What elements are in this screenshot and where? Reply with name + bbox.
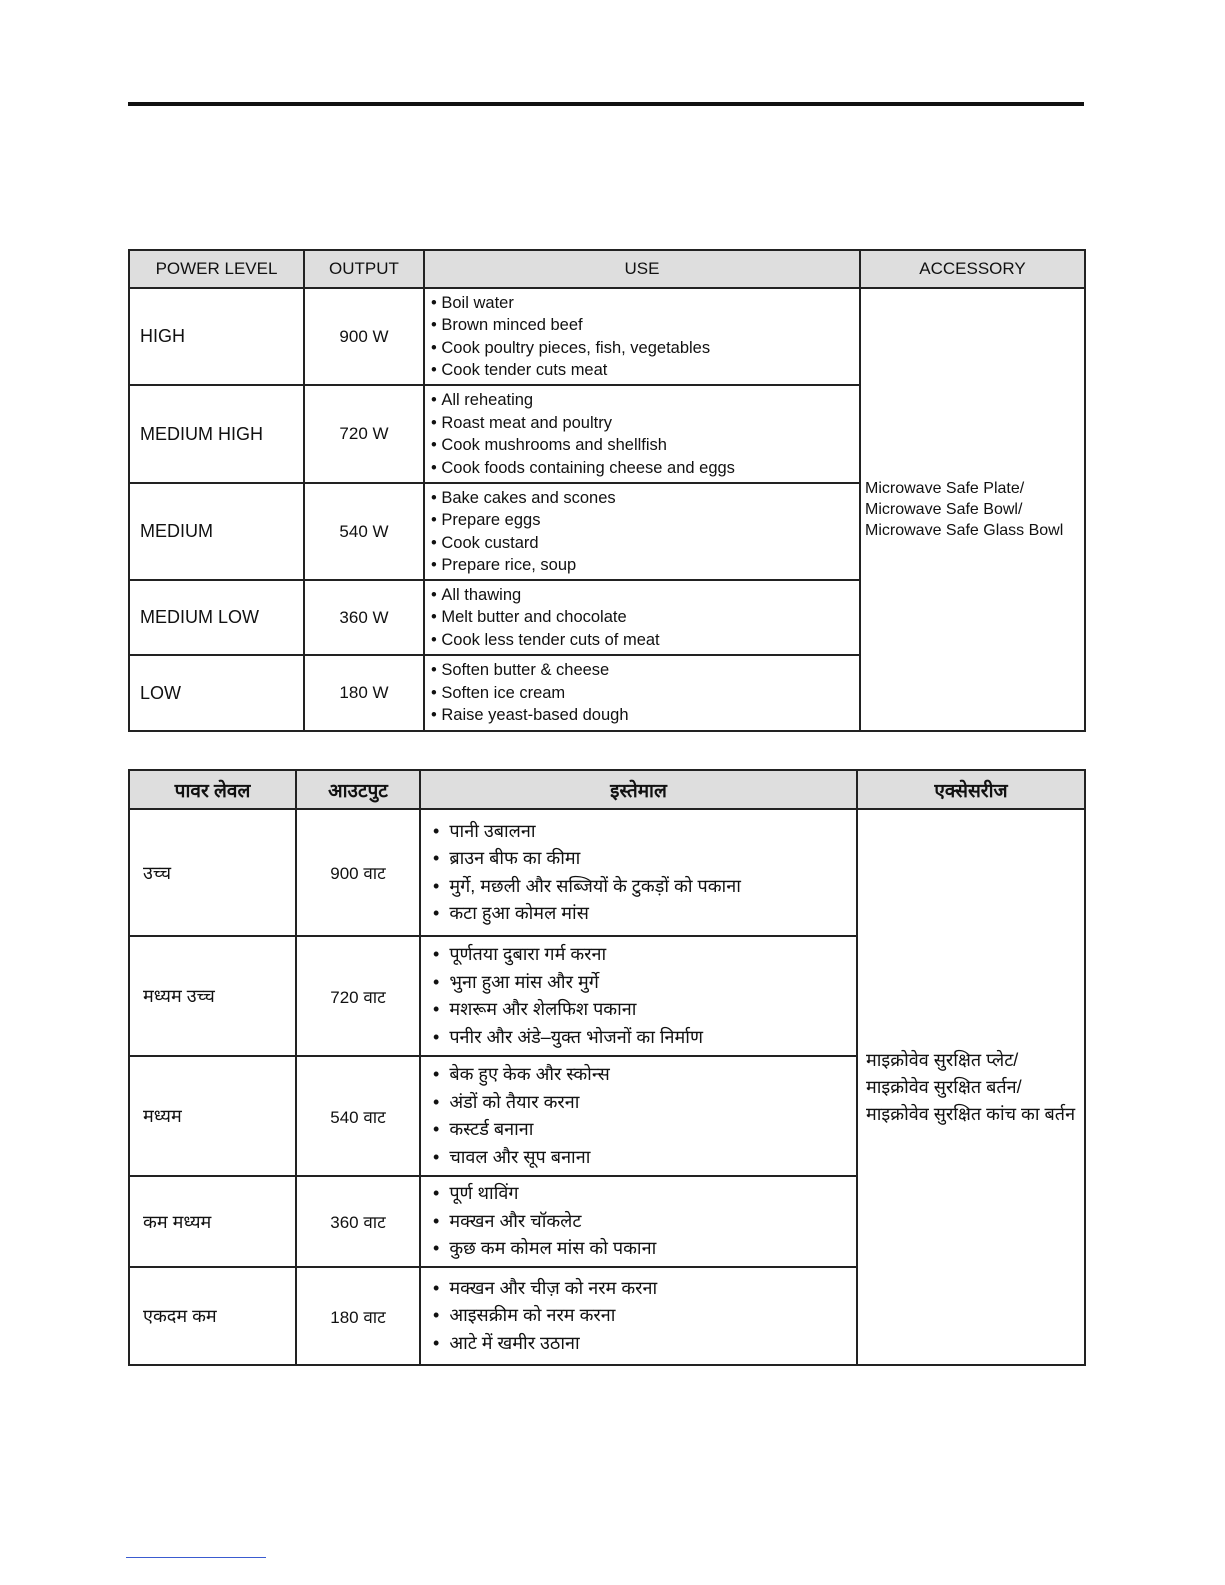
table-header-row	[129, 250, 1085, 288]
output-cell: 360 वाट	[296, 1176, 420, 1267]
use-item: • Melt butter and chocolate	[431, 606, 859, 629]
use-item: • Cook foods containing cheese and eggs	[431, 457, 859, 480]
bottom-link-underline	[126, 1557, 266, 1558]
power-level-cell: मध्यम उच्च	[129, 936, 296, 1056]
use-item: • Bake cakes and scones	[431, 487, 859, 510]
accessory-cell: माइक्रोवेव सुरक्षित प्लेट/ माइक्रोवेव सुरक्षित बर्तन/ माइक्रोवेव सुरक्षित कांच का बर्तन	[857, 809, 1085, 1365]
output-cell: 180 W	[304, 655, 424, 731]
use-item: • पूर्णतया दुबारा गर्म करना	[433, 941, 856, 969]
use-cell	[424, 655, 860, 731]
header-output: आउटपुट	[296, 770, 420, 809]
use-cell	[420, 1176, 857, 1267]
output-cell: 540 वाट	[296, 1056, 420, 1176]
power-level-cell: कम मध्यम	[129, 1176, 296, 1267]
use-cell	[420, 936, 857, 1056]
power-level-cell: MEDIUM LOW	[129, 580, 304, 655]
use-item: • पूर्ण थाविंग	[433, 1180, 856, 1208]
use-item: • All thawing	[431, 584, 859, 607]
header-output: OUTPUT	[304, 250, 424, 288]
use-item: • मक्खन और चीज़ को नरम करना	[433, 1275, 856, 1303]
use-cell	[420, 809, 857, 936]
use-item: • All reheating	[431, 389, 859, 412]
power-level-table-english	[128, 249, 1086, 732]
header-power-level: POWER LEVEL	[129, 250, 304, 288]
table-header-row	[129, 770, 1085, 809]
use-item: • Brown minced beef	[431, 314, 859, 337]
table-row	[129, 288, 1085, 385]
use-cell	[424, 483, 860, 580]
use-cell	[424, 580, 860, 655]
output-cell: 360 W	[304, 580, 424, 655]
use-cell	[424, 385, 860, 483]
use-item: • मशरूम और शेलफिश पकाना	[433, 996, 856, 1024]
use-cell	[424, 288, 860, 385]
use-item: • Cook custard	[431, 532, 859, 555]
use-cell	[420, 1267, 857, 1365]
use-item: • Cook mushrooms and shellfish	[431, 434, 859, 457]
use-cell	[420, 1056, 857, 1176]
power-level-cell: मध्यम	[129, 1056, 296, 1176]
output-cell: 720 W	[304, 385, 424, 483]
top-divider	[128, 102, 1084, 106]
output-cell: 900 W	[304, 288, 424, 385]
use-item: • कटा हुआ कोमल मांस	[433, 900, 856, 928]
use-item: • ब्राउन बीफ का कीमा	[433, 845, 856, 873]
use-item: • कुछ कम कोमल मांस को पकाना	[433, 1235, 856, 1263]
power-level-table-hindi	[128, 769, 1086, 1366]
use-item: • भुना हुआ मांस और मुर्गे	[433, 969, 856, 997]
use-item: • आटे में खमीर उठाना	[433, 1330, 856, 1358]
table-row	[129, 809, 1085, 936]
header-use: USE	[424, 250, 860, 288]
power-level-cell: एकदम कम	[129, 1267, 296, 1365]
output-cell: 180 वाट	[296, 1267, 420, 1365]
use-item: • आइसक्रीम को नरम करना	[433, 1302, 856, 1330]
header-power-level: पावर लेवल	[129, 770, 296, 809]
use-item: • Prepare rice, soup	[431, 554, 859, 577]
use-item: • Soften butter & cheese	[431, 659, 859, 682]
use-item: • Roast meat and poultry	[431, 412, 859, 435]
power-level-cell: उच्च	[129, 809, 296, 936]
use-item: • Cook poultry pieces, fish, vegetables	[431, 337, 859, 360]
use-item: • पानी उबालना	[433, 818, 856, 846]
use-item: • मक्खन और चॉकलेट	[433, 1208, 856, 1236]
use-item: • चावल और सूप बनाना	[433, 1144, 856, 1172]
use-item: • अंडों को तैयार करना	[433, 1089, 856, 1117]
use-item: • मुर्गे, मछली और सब्जियों के टुकड़ों को पकाना	[433, 873, 856, 901]
use-item: • Boil water	[431, 292, 859, 315]
power-level-cell: LOW	[129, 655, 304, 731]
header-use: इस्तेमाल	[420, 770, 857, 809]
use-item: • Raise yeast-based dough	[431, 704, 859, 727]
use-item: • Cook less tender cuts of meat	[431, 629, 859, 652]
output-cell: 900 वाट	[296, 809, 420, 936]
use-item: • पनीर और अंडे–युक्त भोजनों का निर्माण	[433, 1024, 856, 1052]
use-item: • कस्टर्ड बनाना	[433, 1116, 856, 1144]
power-level-cell: MEDIUM	[129, 483, 304, 580]
header-accessory: एक्सेसरीज	[857, 770, 1085, 809]
header-accessory: ACCESSORY	[860, 250, 1085, 288]
use-item: • Soften ice cream	[431, 682, 859, 705]
power-level-cell: HIGH	[129, 288, 304, 385]
use-item: • Prepare eggs	[431, 509, 859, 532]
accessory-cell: Microwave Safe Plate/ Microwave Safe Bowl/ Microwave Safe Glass Bowl	[860, 288, 1085, 731]
use-item: • बेक हुए केक और स्कोन्स	[433, 1061, 856, 1089]
output-cell: 720 वाट	[296, 936, 420, 1056]
power-level-cell: MEDIUM HIGH	[129, 385, 304, 483]
output-cell: 540 W	[304, 483, 424, 580]
use-item: • Cook tender cuts meat	[431, 359, 859, 382]
